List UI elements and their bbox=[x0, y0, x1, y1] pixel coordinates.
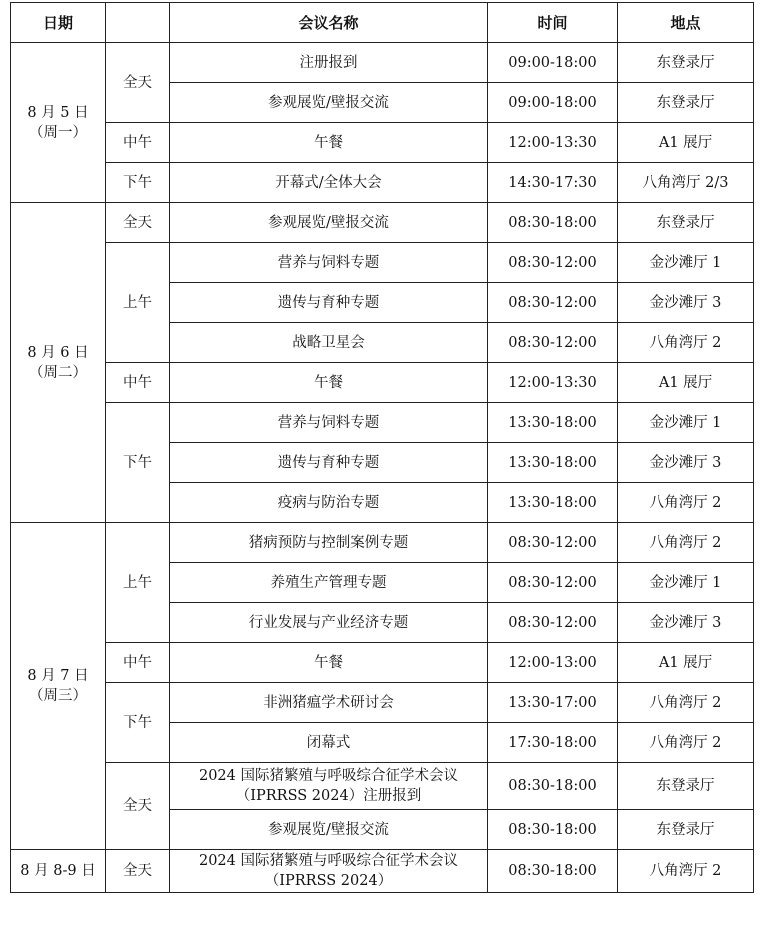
date-cell bbox=[11, 850, 106, 893]
table-row bbox=[11, 243, 754, 283]
meeting-name-cell bbox=[170, 603, 488, 643]
header-period bbox=[106, 3, 170, 43]
time-cell: 08:30-18:00 bbox=[488, 763, 618, 810]
time-cell: 08:30-18:00 bbox=[488, 850, 618, 893]
time-cell: 13:30-18:00 bbox=[488, 403, 618, 443]
venue-cell: 八角湾厅 2 bbox=[618, 723, 754, 763]
period-cell: 中午 bbox=[106, 363, 170, 403]
time-cell: 14:30-17:30 bbox=[488, 163, 618, 203]
venue-cell: 东登录厅 bbox=[618, 203, 754, 243]
venue-cell: 八角湾厅 2 bbox=[618, 850, 754, 893]
meeting-name-line: 养殖生产管理专题 bbox=[270, 574, 387, 591]
meeting-name-cell bbox=[170, 810, 488, 850]
venue-cell: 金沙滩厅 1 bbox=[618, 403, 754, 443]
meeting-name-line: （IPRRSS 2024）注册报到 bbox=[235, 788, 422, 804]
meeting-name-line: 战略卫星会 bbox=[292, 334, 365, 351]
time-cell: 09:00-18:00 bbox=[488, 43, 618, 83]
date-cell bbox=[11, 203, 106, 523]
table-row bbox=[11, 163, 754, 203]
venue-cell: 八角湾厅 2 bbox=[618, 523, 754, 563]
meeting-name-cell bbox=[170, 763, 488, 810]
period-cell: 中午 bbox=[106, 123, 170, 163]
meeting-name-cell bbox=[170, 283, 488, 323]
date-cell bbox=[11, 523, 106, 850]
time-cell: 08:30-12:00 bbox=[488, 563, 618, 603]
meeting-name-cell bbox=[170, 123, 488, 163]
venue-cell: 金沙滩厅 3 bbox=[618, 603, 754, 643]
time-cell: 08:30-12:00 bbox=[488, 283, 618, 323]
time-cell: 12:00-13:30 bbox=[488, 363, 618, 403]
time-cell: 08:30-12:00 bbox=[488, 323, 618, 363]
date-label: 8 月 6 日 bbox=[27, 344, 89, 361]
table-row bbox=[11, 643, 754, 683]
meeting-name-line: 参观展览/壁报交流 bbox=[268, 821, 389, 838]
weekday-label: （周二） bbox=[29, 364, 87, 381]
meeting-name-cell bbox=[170, 403, 488, 443]
header-venue: 地点 bbox=[618, 3, 754, 43]
time-cell: 13:30-17:00 bbox=[488, 683, 618, 723]
time-cell: 13:30-18:00 bbox=[488, 443, 618, 483]
meeting-name-line: 注册报到 bbox=[299, 54, 358, 71]
table-row bbox=[11, 683, 754, 723]
time-cell: 08:30-18:00 bbox=[488, 810, 618, 850]
venue-cell: 金沙滩厅 3 bbox=[618, 443, 754, 483]
table-row bbox=[11, 403, 754, 443]
date-label: 8 月 5 日 bbox=[27, 104, 89, 121]
meeting-name-line: 参观展览/壁报交流 bbox=[268, 94, 389, 111]
meeting-name-line: 午餐 bbox=[314, 374, 343, 391]
meeting-name-line: 闭幕式 bbox=[306, 734, 351, 751]
period-cell: 全天 bbox=[106, 43, 170, 123]
venue-cell: A1 展厅 bbox=[618, 123, 754, 163]
venue-cell: 八角湾厅 2 bbox=[618, 483, 754, 523]
venue-cell: 金沙滩厅 3 bbox=[618, 283, 754, 323]
meeting-name-cell bbox=[170, 243, 488, 283]
meeting-name-cell bbox=[170, 363, 488, 403]
meeting-name-cell bbox=[170, 443, 488, 483]
header-meeting-name: 会议名称 bbox=[170, 3, 488, 43]
period-cell: 上午 bbox=[106, 523, 170, 643]
venue-cell: 八角湾厅 2 bbox=[618, 323, 754, 363]
table-row bbox=[11, 123, 754, 163]
header-row bbox=[11, 3, 754, 43]
meeting-name-cell bbox=[170, 683, 488, 723]
meeting-name-cell bbox=[170, 850, 488, 893]
meeting-name-line: 营养与饲料专题 bbox=[277, 414, 380, 431]
venue-cell: 东登录厅 bbox=[618, 763, 754, 810]
venue-cell: 八角湾厅 2 bbox=[618, 683, 754, 723]
period-cell: 上午 bbox=[106, 243, 170, 363]
period-cell: 全天 bbox=[106, 203, 170, 243]
meeting-name-cell bbox=[170, 203, 488, 243]
meeting-name-line: （IPRRSS 2024） bbox=[264, 873, 393, 889]
table-body bbox=[11, 43, 754, 893]
meeting-name-line: 午餐 bbox=[314, 134, 343, 151]
date-label: 8 月 8-9 日 bbox=[20, 863, 96, 879]
period-cell: 全天 bbox=[106, 763, 170, 850]
meeting-name-cell bbox=[170, 483, 488, 523]
schedule-table bbox=[10, 2, 754, 893]
meeting-name-line: 开幕式/全体大会 bbox=[275, 174, 382, 191]
table-header bbox=[11, 3, 754, 43]
period-cell: 中午 bbox=[106, 643, 170, 683]
time-cell: 08:30-18:00 bbox=[488, 203, 618, 243]
venue-cell: 金沙滩厅 1 bbox=[618, 563, 754, 603]
time-cell: 08:30-12:00 bbox=[488, 603, 618, 643]
venue-cell: A1 展厅 bbox=[618, 363, 754, 403]
time-cell: 08:30-12:00 bbox=[488, 243, 618, 283]
weekday-label: （周三） bbox=[29, 688, 87, 704]
venue-cell: 东登录厅 bbox=[618, 83, 754, 123]
meeting-name-cell bbox=[170, 43, 488, 83]
meeting-name-line: 参观展览/壁报交流 bbox=[268, 214, 389, 231]
meeting-name-line: 遗传与育种专题 bbox=[277, 294, 380, 311]
meeting-name-line: 疫病与防治专题 bbox=[277, 494, 380, 511]
meeting-name-line: 2024 国际猪繁殖与呼吸综合征学术会议 bbox=[198, 853, 458, 869]
meeting-name-line: 猪病预防与控制案例专题 bbox=[248, 534, 409, 551]
meeting-name-line: 行业发展与产业经济专题 bbox=[248, 614, 409, 631]
table-row bbox=[11, 850, 754, 893]
venue-cell: 八角湾厅 2/3 bbox=[618, 163, 754, 203]
header-time: 时间 bbox=[488, 3, 618, 43]
meeting-name-cell bbox=[170, 643, 488, 683]
table-row bbox=[11, 363, 754, 403]
meeting-name-cell bbox=[170, 83, 488, 123]
meeting-name-line: 2024 国际猪繁殖与呼吸综合征学术会议 bbox=[198, 768, 458, 784]
meeting-name-cell bbox=[170, 723, 488, 763]
meeting-name-cell bbox=[170, 163, 488, 203]
venue-cell: 东登录厅 bbox=[618, 43, 754, 83]
weekday-label: （周一） bbox=[29, 124, 87, 141]
time-cell: 08:30-12:00 bbox=[488, 523, 618, 563]
meeting-name-cell bbox=[170, 523, 488, 563]
meeting-name-line: 营养与饲料专题 bbox=[277, 254, 380, 271]
time-cell: 09:00-18:00 bbox=[488, 83, 618, 123]
table-row bbox=[11, 763, 754, 810]
meeting-name-line: 遗传与育种专题 bbox=[277, 454, 380, 471]
header-date: 日期 bbox=[11, 3, 106, 43]
venue-cell: 金沙滩厅 1 bbox=[618, 243, 754, 283]
table-row bbox=[11, 43, 754, 83]
time-cell: 17:30-18:00 bbox=[488, 723, 618, 763]
meeting-name-line: 非洲猪瘟学术研讨会 bbox=[263, 694, 394, 711]
time-cell: 13:30-18:00 bbox=[488, 483, 618, 523]
period-cell: 下午 bbox=[106, 683, 170, 763]
venue-cell: A1 展厅 bbox=[618, 643, 754, 683]
time-cell: 12:00-13:00 bbox=[488, 643, 618, 683]
period-cell: 下午 bbox=[106, 403, 170, 523]
period-cell: 全天 bbox=[106, 850, 170, 893]
meeting-name-cell bbox=[170, 563, 488, 603]
date-label: 8 月 7 日 bbox=[27, 668, 89, 684]
meeting-name-line: 午餐 bbox=[314, 654, 343, 671]
table-row bbox=[11, 523, 754, 563]
meeting-name-cell bbox=[170, 323, 488, 363]
date-cell bbox=[11, 43, 106, 203]
period-cell: 下午 bbox=[106, 163, 170, 203]
time-cell: 12:00-13:30 bbox=[488, 123, 618, 163]
venue-cell: 东登录厅 bbox=[618, 810, 754, 850]
table-row bbox=[11, 203, 754, 243]
